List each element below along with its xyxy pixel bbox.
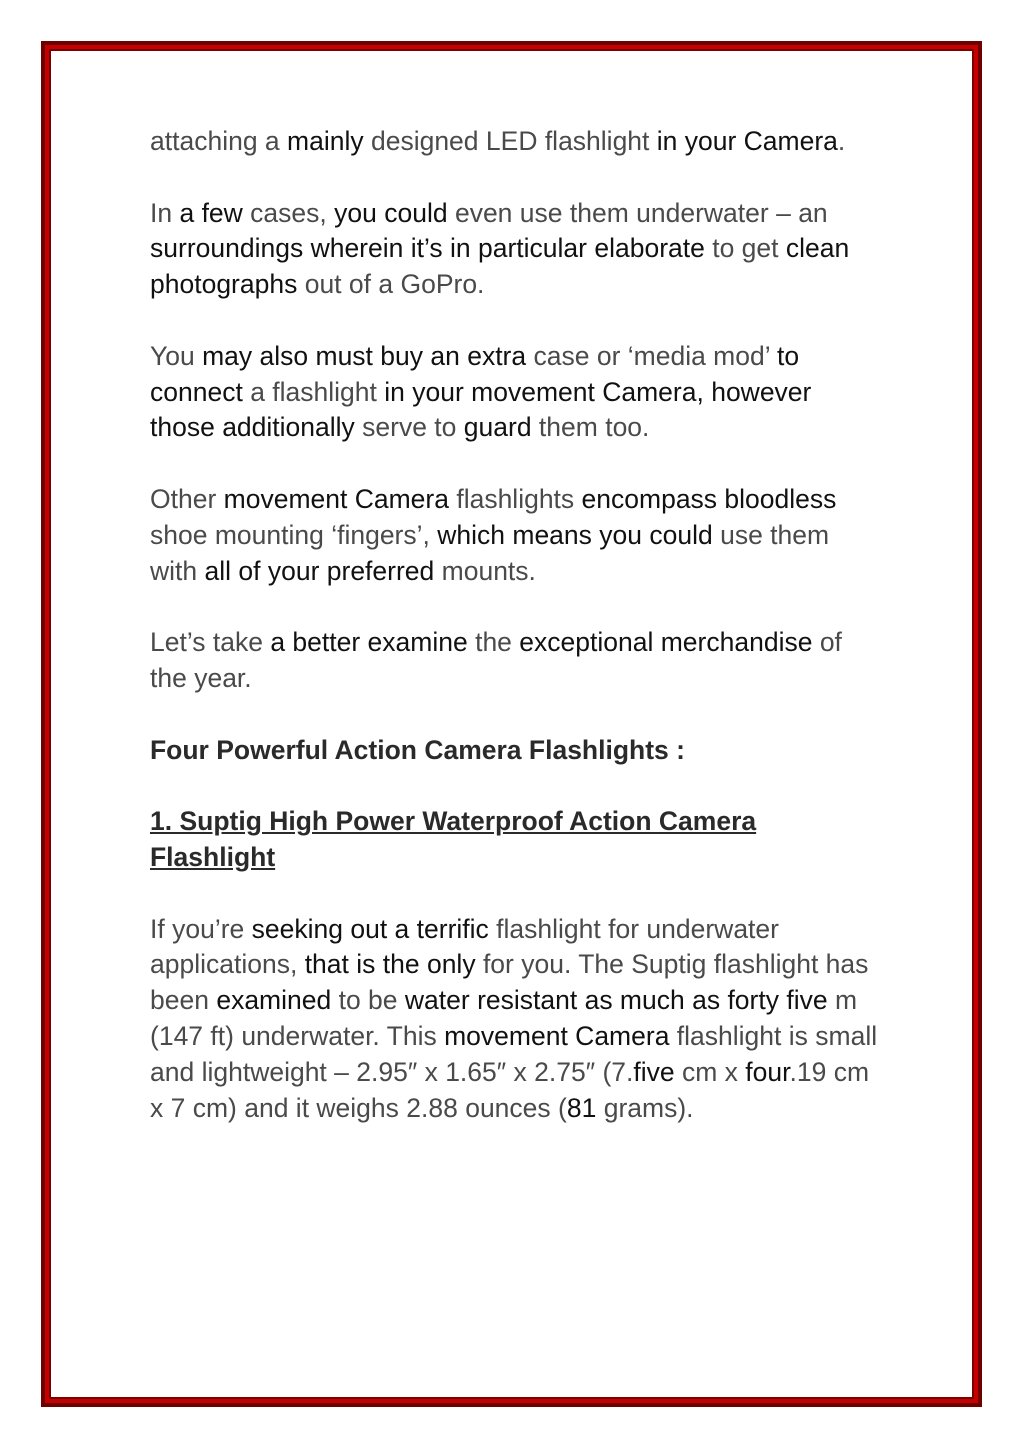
document-body	[150, 124, 880, 1162]
text-run: In	[150, 197, 180, 228]
paragraph-4	[150, 482, 880, 589]
text-run-emphasis: guard	[463, 412, 532, 443]
paragraph-3	[150, 339, 880, 446]
text-run-emphasis: which means you could	[437, 519, 713, 550]
text-run-emphasis: movement Camera	[444, 1020, 670, 1051]
text-run: cases,	[242, 197, 335, 228]
text-run: a flashlight	[242, 376, 385, 407]
text-run-emphasis: that is the only	[304, 949, 476, 980]
text-run-emphasis: 81	[566, 1092, 597, 1123]
text-run-emphasis: you could	[334, 197, 448, 228]
text-run: for you. The Suptig flashlight has been	[150, 949, 869, 1016]
text-run: You	[150, 340, 203, 371]
text-run-emphasis: in your Camera	[656, 126, 838, 156]
text-run: attaching a	[150, 126, 288, 156]
paragraph-product-description	[150, 912, 880, 1127]
text-run-emphasis: in particular elaborate	[450, 233, 705, 264]
text-run-emphasis: movement Camera	[223, 483, 449, 514]
text-run-emphasis: five	[633, 1056, 675, 1087]
text-run-emphasis: surroundings wherein it’s	[150, 233, 443, 264]
product-heading: 1. Suptig High Power Waterproof Action Camera Flashlight	[150, 806, 757, 872]
text-run: serve to	[354, 412, 464, 443]
text-run-emphasis: to connect	[150, 340, 800, 407]
text-run: flashlight for underwater applications,	[150, 913, 779, 980]
text-run: grams).	[596, 1092, 694, 1123]
text-run: case or ‘media mod’	[526, 340, 777, 371]
text-run: flashlight is small and lightweight – 2.95″ x 1.65″ x 2.75″ (7.	[150, 1020, 878, 1087]
text-run-emphasis: a better examine	[270, 627, 468, 658]
text-run: them too.	[531, 412, 650, 443]
text-run: shoe mounting ‘fingers’,	[150, 519, 438, 550]
text-run: Other	[150, 483, 224, 514]
text-run: use them with	[150, 519, 830, 586]
text-run-emphasis: examined	[216, 985, 332, 1016]
text-run: designed LED flashlight	[363, 126, 657, 156]
text-run: If you’re	[150, 913, 252, 944]
text-run-emphasis: all of your preferred	[204, 555, 435, 586]
text-run-emphasis: in your movement Camera, however those additionally	[150, 376, 812, 443]
text-run-emphasis: clean photographs	[150, 233, 850, 300]
text-run	[443, 233, 450, 263]
paragraph-5	[150, 625, 880, 697]
text-run-emphasis: water resistant as much as forty five	[404, 985, 828, 1016]
text-run: mounts.	[434, 555, 536, 586]
paragraph-2	[150, 196, 880, 303]
text-run-emphasis: seeking out a terrific	[251, 913, 489, 944]
text-run-emphasis: mainly	[287, 126, 364, 156]
text-run-emphasis: four	[745, 1056, 790, 1087]
paragraph-1	[150, 124, 880, 160]
text-run: out of a GoPro.	[297, 269, 485, 300]
text-run-emphasis: may also must buy an extra	[202, 340, 527, 371]
text-run: m (147 ft) underwater. This	[150, 985, 858, 1051]
section-heading: Four Powerful Action Camera Flashlights :	[150, 734, 685, 765]
text-run: .19 cm x 7 cm) and it weighs 2.88 ounces (	[150, 1056, 870, 1123]
text-run-emphasis: a few	[179, 197, 243, 228]
text-run-emphasis: exceptional merchandise	[519, 627, 813, 658]
text-run: .	[837, 126, 846, 156]
text-run: Let’s take	[150, 627, 271, 658]
text-run: cm x	[674, 1056, 746, 1087]
text-run-emphasis: encompass bloodless	[581, 483, 837, 514]
text-run: of the year.	[150, 627, 842, 693]
text-run: the	[467, 627, 520, 658]
text-run: to get	[704, 233, 786, 264]
text-run: even use them underwater – an	[447, 197, 828, 228]
text-run: to be	[331, 985, 405, 1016]
text-run: flashlights	[448, 483, 582, 514]
